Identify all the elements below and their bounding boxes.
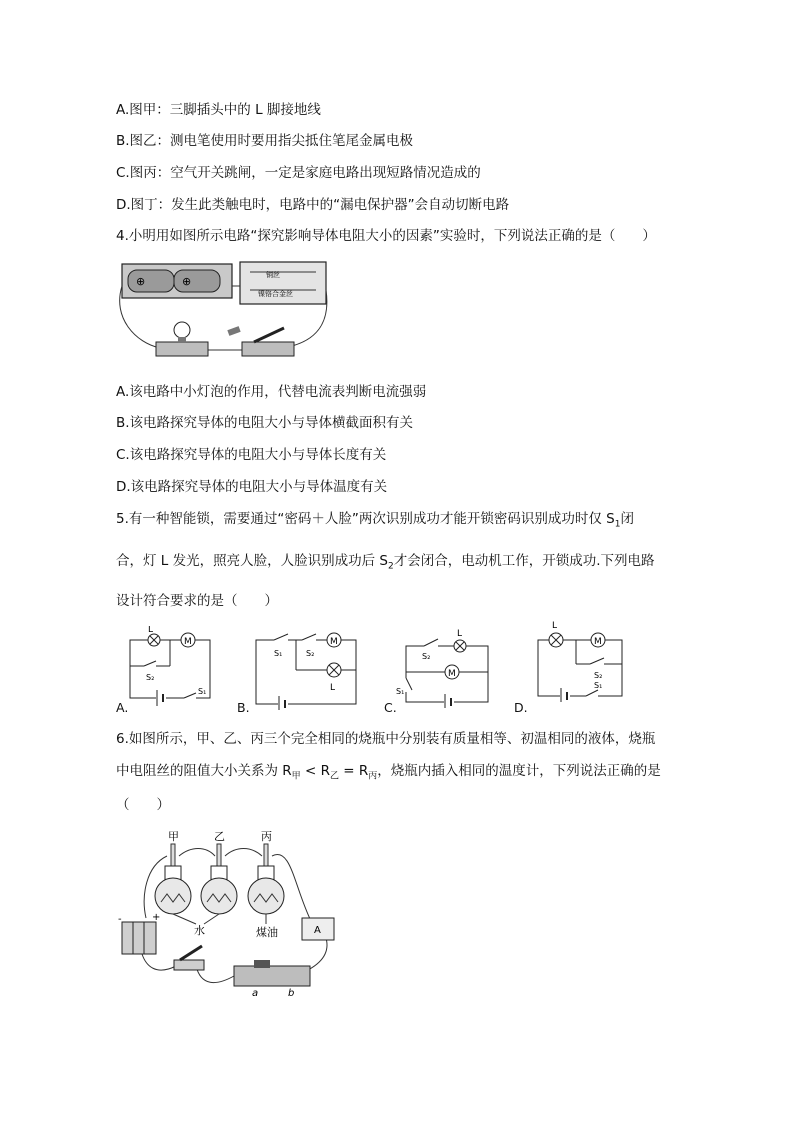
wire-label-copper: 铜丝 [266,271,280,279]
q4-stem: 4.小明用如图所示电路“探究影响导体电阻大小的因素”实验时，下列说法正确的是（ ） [116,228,656,244]
q5-stem-2a: 合，灯 L 发光，照亮人脸，人脸识别成功后 S [116,553,388,569]
q4-option-a: A.该电路中小灯泡的作用，代替电流表判断电流强弱 [116,384,427,400]
q5-circuit-c [396,626,496,708]
circuit-d-s1-label: S₁ [594,681,603,690]
q6-experiment-figure [116,826,356,998]
q3-option-b: B.图乙：测电笔使用时要用指尖抵住笔尾金属电极 [116,133,414,149]
q6-switch-base [174,960,204,970]
liquid-water-label: 水 [194,924,205,937]
flask-yi-body [201,878,237,914]
circuit-d-frame [538,640,622,696]
circuit-a-s1-label: S₁ [198,687,207,696]
circuit-b-motor-label: M [330,637,338,647]
q5-stem-line-2 [116,552,655,576]
q5-option-a-letter: A. [116,700,129,715]
circuit-b-lamp-label: L [330,683,336,693]
q6-sub-yi: 乙 [329,771,339,782]
battery-minus: - [118,914,122,925]
q3-option-a: A.图甲：三脚插头中的 L 脚接地线 [116,102,321,118]
lamp-bulb [174,322,190,338]
q6-battery [122,922,156,954]
circuit-d-motor-label: M [594,637,602,647]
q5-stem-line-3: 设计符合要求的是（ ） [116,593,278,609]
flask-jia-body [155,878,191,914]
q6-rheostat-slider [254,960,270,968]
q5-sub-1: 1 [614,519,621,530]
circuit-d-lamp-label: L [552,621,558,631]
q6-switch-blade [180,946,202,960]
q5-circuit-b [252,630,362,710]
flask-label-jia: 甲 [168,830,179,843]
q6-stem-line-3: （ ） [116,797,170,813]
q3-option-d: D.图丁：发生此类触电时，电路中的“漏电保护器”会自动切断电路 [116,197,510,213]
circuit-d-s2-label: S₂ [594,671,603,680]
q6-rheostat [234,966,310,986]
rheostat-label-b: b [288,988,295,998]
circuit-b-s1-label: S₁ [274,649,283,658]
q4-option-d: D.该电路探究导体的电阻大小与导体温度有关 [116,479,388,495]
circuit-a-lamp-label: L [148,626,154,635]
q5-circuit-a [126,626,216,706]
circuit-a-motor-label: M [184,637,192,647]
q5-stem-1b: 闭 [620,511,634,527]
q5-sub-2: 2 [387,561,394,572]
q5-stem-1a: 5.有一种智能锁，需要通过“密码＋人脸”两次识别成功才能开锁密码识别成功时仅 S [116,511,615,527]
battery-cell-2 [174,270,220,292]
wire-switch-battery [142,954,176,970]
flask-bing-body [248,878,284,914]
rheostat-label-a: a [252,988,259,998]
lamp-socket [178,337,186,343]
flask-label-bing: 丙 [261,830,272,843]
circuit-c-s1-label: S₁ [396,687,405,696]
switch-base [242,342,294,356]
q6-sub-jia: 甲 [291,771,301,782]
q6-eq: = R [338,763,369,779]
circuit-a-s2-label: S₂ [146,673,155,682]
battery-plus: + [152,912,161,923]
liquid-oil-label: 煤油 [256,926,278,939]
water-pointer-1 [173,914,196,924]
lamp-base [156,342,208,356]
q6-stem-2b: ，烧瓶内插入相同的温度计，下列说法正确的是 [377,763,661,779]
flask-yi [201,866,237,914]
q5-stem-line-1 [116,510,634,534]
circuit-c-lamp-label: L [457,629,463,639]
switch-handle [227,326,240,336]
battery-plus-2: ⊕ [182,275,192,288]
q5-option-c-letter: C. [384,700,397,715]
circuit-b-s2-label: S₂ [306,649,315,658]
q5-stem-2b: 才会闭合，电动机工作，开锁成功.下列电路 [393,553,655,569]
flask-jia [155,866,191,914]
flask-label-yi: 乙 [214,830,225,843]
q6-lt: < R [300,763,330,779]
wire-label-nichrome: 镍铬合金丝 [258,290,293,298]
q4-option-b: B.该电路探究导体的电阻大小与导体横截面积有关 [116,415,414,431]
switch-blade [254,328,284,342]
q6-stem-line-1: 6.如图所示，甲、乙、丙三个完全相同的烧瓶中分别装有质量相等、初温相同的液体，烧瓶 [116,731,656,747]
circuit-c-s2-label: S₂ [422,652,431,661]
water-pointer-2 [204,914,219,924]
q4-circuit-figure [116,258,331,368]
ammeter-label: A [314,925,321,936]
wire-yi-bing [225,849,262,857]
wire-jia-yi [179,849,215,857]
q6-stem-line-2 [116,762,661,786]
q6-sub-bing: 丙 [368,771,378,782]
battery-plus-1: ⊕ [136,275,146,288]
circuit-c-motor-label: M [448,669,456,679]
q6-stem-2a: 中电阻丝的阻值大小关系为 R [116,763,292,779]
q3-option-c: C.图丙：空气开关跳闸，一定是家庭电路出现短路情况造成的 [116,165,481,181]
q5-option-b-letter: B. [237,700,250,715]
flask-bing [248,866,284,914]
q4-option-c: C.该电路探究导体的电阻大小与导体长度有关 [116,447,387,463]
battery-cell-1 [128,270,174,292]
q5-circuit-d [530,618,630,702]
q5-option-d-letter: D. [514,700,528,715]
